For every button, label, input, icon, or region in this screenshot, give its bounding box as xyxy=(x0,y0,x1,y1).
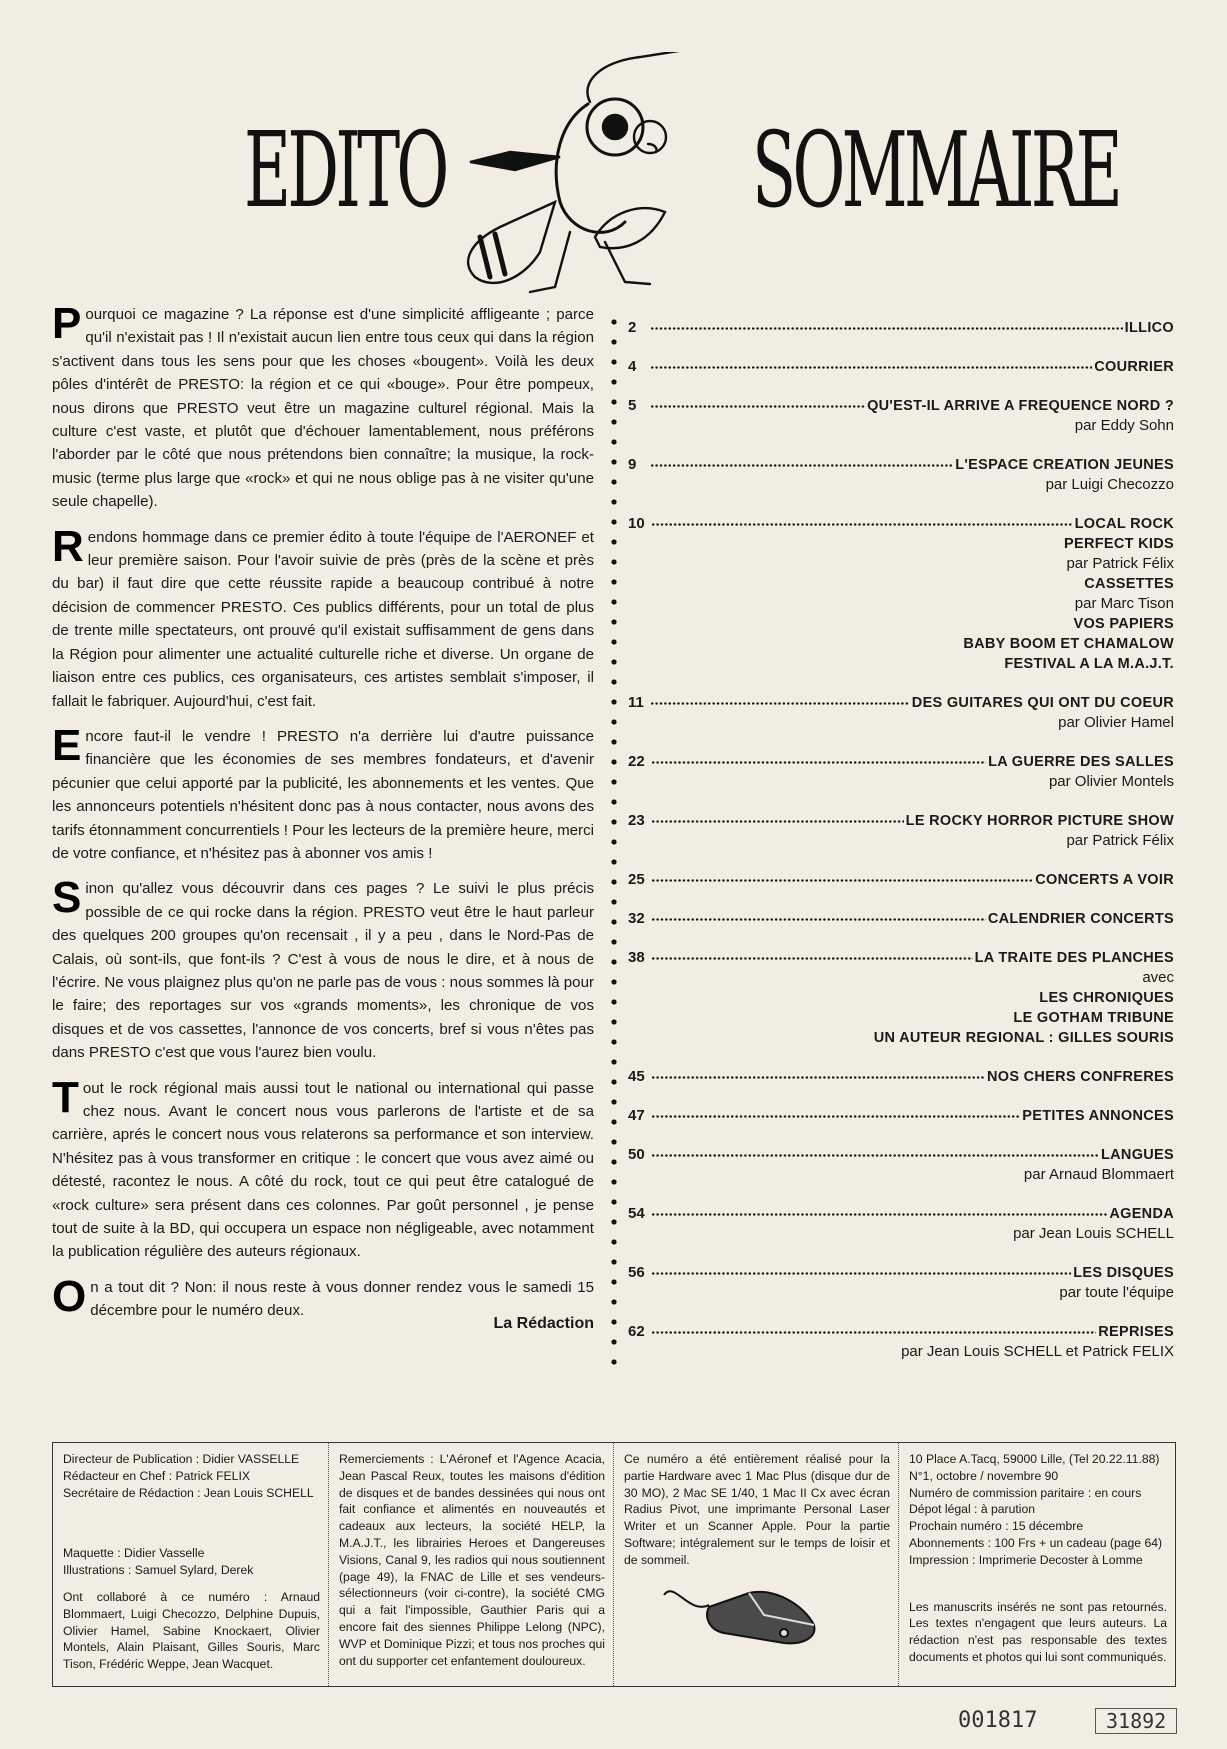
contributors: Ont collaboré à ce numéro : Arnaud Blommaert, Luigi Checozzo, Delphine Dupuis, Olivier Hamel, Sabine Knockaert, Olivier Montels, Alain Plaisant, Gilles Souris, Marc Tison, Frédéric Weppe, Jean Wacquet. xyxy=(63,1589,320,1672)
article-title: L'ESPACE CREATION JEUNES xyxy=(955,457,1174,473)
article-title: ILLICO xyxy=(1124,320,1174,336)
article-title: AGENDA xyxy=(1109,1206,1174,1222)
article-author: par Jean Louis SCHELL xyxy=(1013,1225,1174,1242)
toc-line xyxy=(628,357,1174,377)
page-number: 54 xyxy=(628,1205,645,1222)
dot-leader xyxy=(650,702,910,705)
column-divider xyxy=(610,312,618,1372)
page-number: 32 xyxy=(628,910,645,927)
footer-column-staff xyxy=(53,1443,328,1686)
page-number: 5 xyxy=(628,397,637,414)
drop-cap: R xyxy=(52,521,84,571)
dot-leader xyxy=(651,879,1034,882)
toc-entry xyxy=(628,1067,1174,1087)
sub-article-title: FESTIVAL A LA M.A.J.T. xyxy=(1004,656,1174,672)
drop-cap: P xyxy=(52,299,82,348)
toc-line xyxy=(628,455,1174,475)
dot-leader xyxy=(650,405,865,408)
toc-entry xyxy=(628,752,1174,792)
dot-leader xyxy=(650,464,953,467)
toc-entry xyxy=(628,870,1174,890)
page-number: 22 xyxy=(628,753,645,770)
sub-article-title: CASSETTES xyxy=(1084,576,1174,592)
article-title: CALENDRIER CONCERTS xyxy=(987,911,1174,927)
toc-line xyxy=(628,752,1174,772)
dot-leader xyxy=(651,1331,1097,1334)
article-author: par Eddy Sohn xyxy=(1074,417,1174,434)
toc-entry xyxy=(628,693,1174,733)
sub-article-title: PERFECT KIDS xyxy=(1064,536,1174,552)
article-title: LA TRAITE DES PLANCHES xyxy=(974,950,1174,966)
edito-paragraph: Encore faut-il le vendre ! PRESTO n'a derrière lui d'autre puissance financière que les économies de ses membres fondateurs, et d'avenir pécunier que celui apporté par la publicité, les abonnements et les ventes. Que les annonceurs potentiels n'hésitent donc pas à nous contacter, nous avons des tarifs étonnamment concurrentiels ! Pour les lecteurs de la première heure, merci de votre confiance, et n'hésitez pas à abonner vos amis ! xyxy=(52,720,594,862)
edito-signature: La Rédaction xyxy=(493,1314,594,1332)
publication-info: 10 Place A.Tacq, 59000 Lille, (Tel 20.22.11.88) N°1, octobre / novembre 90 Numéro de commission paritaire : en cours Dépot légal : à parution Prochain numéro : 15 décembre Abonnements : 100 Frs + un cadeau (page 64) Impression : Imprimerie Decoster à Lomme xyxy=(909,1452,1163,1567)
dot-leader xyxy=(651,1213,1108,1216)
page-number: 9 xyxy=(628,456,637,473)
dot-leader xyxy=(651,957,973,960)
article-author: par Jean Louis SCHELL et Patrick FELIX xyxy=(901,1343,1174,1360)
toc-entry xyxy=(628,318,1174,338)
article-author: par toute l'équipe xyxy=(1059,1284,1174,1301)
article-author: par Patrick Félix xyxy=(1066,555,1174,572)
article-title: LES DISQUES xyxy=(1073,1265,1174,1281)
article-title: LE ROCKY HORROR PICTURE SHOW xyxy=(905,813,1174,829)
drop-cap: S xyxy=(52,873,82,923)
sub-article-title: LES CHRONIQUES xyxy=(1039,990,1174,1006)
article-title: REPRISES xyxy=(1098,1324,1174,1340)
archive-number-handwritten: 001817 xyxy=(958,1708,1038,1733)
toc-entry xyxy=(628,1106,1174,1126)
legal-notice: Les manuscrits insérés ne sont pas retournés. Les textes n'engagent que leurs auteurs. La rédaction n'est pas responsable des textes documents et photos qui lui sont communiqués. xyxy=(909,1599,1167,1664)
toc-entry xyxy=(628,948,1174,1048)
edito-paragraph: On a tout dit ? Non: il nous reste à vous donner rendez vous le samedi 15 décembre pour le numéro deux. xyxy=(52,1271,594,1321)
toc-entry xyxy=(628,1145,1174,1185)
edito-paragraph: Sinon qu'allez vous découvrir dans ces pages ? Le suivi le plus précis possible de ce qui rocke dans la région. PRESTO veut être le haut parleur des quelques 200 groupes qu'on recensait , il y a peu , dans le Nord-Pas de Calais, où sont-ils, que font-ils ? C'est à vous de nous le dire, et à nous de l'écrire. Ne vous plaignez plus qu'on ne parle pas de vous : nous sommes là pour le faire; des reportages sur vos «grands moments», les chronique de vos disques et de vos cassettes, l'annonce de vos concerts, bref si vous n'êtes pas dans PRESTO c'est que vous l'aurez bien voulu. xyxy=(52,873,594,1062)
toc-line xyxy=(628,1322,1174,1342)
toc-entry xyxy=(628,1204,1174,1244)
toc-entry xyxy=(628,455,1174,495)
edito-paragraph: Rendons hommage dans ce premier édito à toute l'équipe de l'AERONEF et leur première saison. Pour l'avoir suivie de près (près de la scène et près du bar) il faut dire que cette réussite rapide a beaucoup contribué à notre décision de commencer PRESTO. Ces publics différents, pour un total de plus de trente mille spectateurs, ont prouvé qu'il existait suffisamment de gens dans la Région pour alimenter une actualité culturelle riche et diverse. Un organe de liaison entre ces publics, ces organisateurs, ces artistes semblait s'imposer, il fallait le fabriquer. Aujourd'hui, c'est fait. xyxy=(52,521,594,710)
toc-line xyxy=(628,396,1174,416)
table-of-contents xyxy=(628,318,1174,1381)
page-number: 56 xyxy=(628,1264,645,1281)
dot-leader xyxy=(650,327,1123,330)
sub-article-title: LE GOTHAM TRIBUNE xyxy=(1013,1010,1174,1026)
dot-leader xyxy=(651,523,1073,526)
toc-entry xyxy=(628,811,1174,851)
toc-entry xyxy=(628,1263,1174,1303)
toc-line xyxy=(628,318,1174,338)
edito-title: EDITO xyxy=(244,109,446,231)
footer-column-production xyxy=(613,1443,898,1686)
toc-line xyxy=(628,1067,1174,1087)
article-title: NOS CHERS CONFRERES xyxy=(987,1069,1174,1085)
toc-line xyxy=(628,811,1174,831)
mascot-illustration xyxy=(440,52,720,312)
page-number: 62 xyxy=(628,1323,645,1340)
article-author: par Olivier Hamel xyxy=(1058,714,1174,731)
toc-entry xyxy=(628,396,1174,436)
computer-mouse-illustration xyxy=(654,1575,834,1655)
page-number: 38 xyxy=(628,949,645,966)
article-author: par Arnaud Blommaert xyxy=(1023,1166,1174,1183)
dot-leader xyxy=(651,820,904,823)
toc-line xyxy=(628,1263,1174,1283)
article-author: par Patrick Félix xyxy=(1066,832,1174,849)
page-number: 23 xyxy=(628,812,645,829)
page-number: 25 xyxy=(628,871,645,888)
article-author: par Olivier Montels xyxy=(1048,773,1174,790)
dot-leader xyxy=(651,918,986,921)
toc-entry xyxy=(628,357,1174,377)
dot-leader xyxy=(651,761,986,764)
sub-article-title: VOS PAPIERS xyxy=(1073,616,1174,632)
article-title: DES GUITARES QUI ONT DU COEUR xyxy=(911,695,1174,711)
article-author: par Marc Tison xyxy=(1074,595,1174,612)
article-author: avec xyxy=(1142,969,1174,986)
sub-article-title: UN AUTEUR REGIONAL : GILLES SOURIS xyxy=(873,1030,1174,1046)
page-number: 11 xyxy=(628,694,644,711)
archive-number-stamp: 31892 xyxy=(1095,1708,1177,1734)
dot-leader xyxy=(651,1076,985,1079)
toc-line xyxy=(628,1204,1174,1224)
toc-entry xyxy=(628,514,1174,674)
page-number: 45 xyxy=(628,1068,645,1085)
article-title: PETITES ANNONCES xyxy=(1022,1108,1174,1124)
page-number: 10 xyxy=(628,515,645,532)
toc-line xyxy=(628,1106,1174,1126)
edito-text xyxy=(52,299,594,1335)
drop-cap: E xyxy=(52,720,82,770)
toc-line xyxy=(628,909,1174,929)
page-number: 47 xyxy=(628,1107,645,1124)
masthead-footer xyxy=(52,1442,1176,1687)
toc-entry xyxy=(628,1322,1174,1362)
page-number: 50 xyxy=(628,1146,645,1163)
production-text: Ce numéro a été entièrement réalisé pour la partie Hardware avec 1 Mac Plus (disque dur de 30 MO), 2 Mac SE 1/40, 1 Mac II Cx avec écran Radius Pivot, une imprimante Personal Laser Writer et un Scanner Apple. Pour la partie Software; intégralement sur le temps de loisir et de sommeil. xyxy=(624,1452,890,1567)
sub-article-title: BABY BOOM ET CHAMALOW xyxy=(963,636,1174,652)
staff-list: Directeur de Publication : Didier VASSELLE Rédacteur en Chef : Patrick FELIX Secrétaire de Rédaction : Jean Louis SCHELL xyxy=(63,1452,314,1500)
sommaire-title: SOMMAIRE xyxy=(752,109,1119,231)
page-number: 4 xyxy=(628,358,637,375)
toc-line xyxy=(628,870,1174,890)
toc-line xyxy=(628,514,1174,534)
toc-entry xyxy=(628,909,1174,929)
dot-leader xyxy=(651,1272,1072,1275)
thanks-text: Remerciements : L'Aéronef et l'Agence Acacia, Jean Pascal Reux, toutes les maisons d'édition de disques et de bandes dessinées qui nous ont fait confiance et alimentés en nouveautés et cadeaux aux lecteurs, la société HELP, la M.A.J.T., les librairies Heroes et Dangereuses Visions, Canal 9, les radios qui nous soutiennent (page 49), la FNAC de Lille et ses vendeurs-sélectionneurs (voir ci-contre), la société CMG qui a fait l'impossible, Gauthier Paris qui a encore fait des siennes Philippe Lelong (NPC), WVP et Dominique Pizzi; et tous nos proches qui ont du supporter cet enfantement douloureux. xyxy=(339,1452,605,1668)
article-title: LANGUES xyxy=(1101,1147,1174,1163)
toc-line xyxy=(628,1145,1174,1165)
dot-leader xyxy=(651,1115,1021,1118)
dot-leader xyxy=(651,1154,1099,1157)
edito-paragraph: Pourquoi ce magazine ? La réponse est d'une simplicité affligeante ; parce qu'il n'existait pas ! Il n'existait aucun lien entre tous ceux qui dans la région s'activent dans tous les sens pour que les choses «bougent». Voilà les deux pôles d'intérêt de PRESTO: la région et ce qui «bouge». Pour être pompeux, nous dirons que PRESTO veut être un magazine culturel régional. Mais la culture c'est vaste, et plutôt que d'échouer lamentablement, nous préférons l'aborder par le côté que nous prétendons bien connaître; la musique, la rock-music (terme plus large que «rock» et qui ne nous oblige pas à ne visiter qu'une seule chapelle). xyxy=(52,299,594,511)
drop-cap: T xyxy=(52,1072,79,1122)
article-title: COURRIER xyxy=(1094,359,1174,375)
footer-column-info xyxy=(898,1443,1175,1686)
page-number: 2 xyxy=(628,319,637,336)
article-title: LA GUERRE DES SALLES xyxy=(988,754,1174,770)
dot-leader xyxy=(650,366,1092,369)
article-title: LOCAL ROCK xyxy=(1074,516,1174,532)
toc-line xyxy=(628,948,1174,968)
article-author: par Luigi Checozzo xyxy=(1045,476,1174,493)
credits-list: Maquette : Didier Vasselle Illustrations : Samuel Sylard, Derek xyxy=(63,1546,254,1578)
footer-column-thanks xyxy=(328,1443,613,1686)
toc-line xyxy=(628,693,1174,713)
drop-cap: O xyxy=(52,1271,87,1321)
edito-paragraph: Tout le rock régional mais aussi tout le national ou international qui passe chez nous. Avant le concert nous vous parlerons de l'artiste et de sa carrière, aprés le concert nous vous relaterons sa performance et son interview. N'hésitez pas à vous transformer en critique : le concert que vous avez aimé ou détesté, racontez le nous. A côté du rock, tout ce qui peut être catalogué de «rock culture» sera présent dans ces colonnes. Par goût personnel , je pense tout de suite à la BD, qui occupera un espace non négligeable, avec notamment la publication régulière des auteurs régionaux. xyxy=(52,1072,594,1261)
article-title: QU'EST-IL ARRIVE A FREQUENCE NORD ? xyxy=(867,398,1174,414)
article-title: CONCERTS A VOIR xyxy=(1035,872,1174,888)
